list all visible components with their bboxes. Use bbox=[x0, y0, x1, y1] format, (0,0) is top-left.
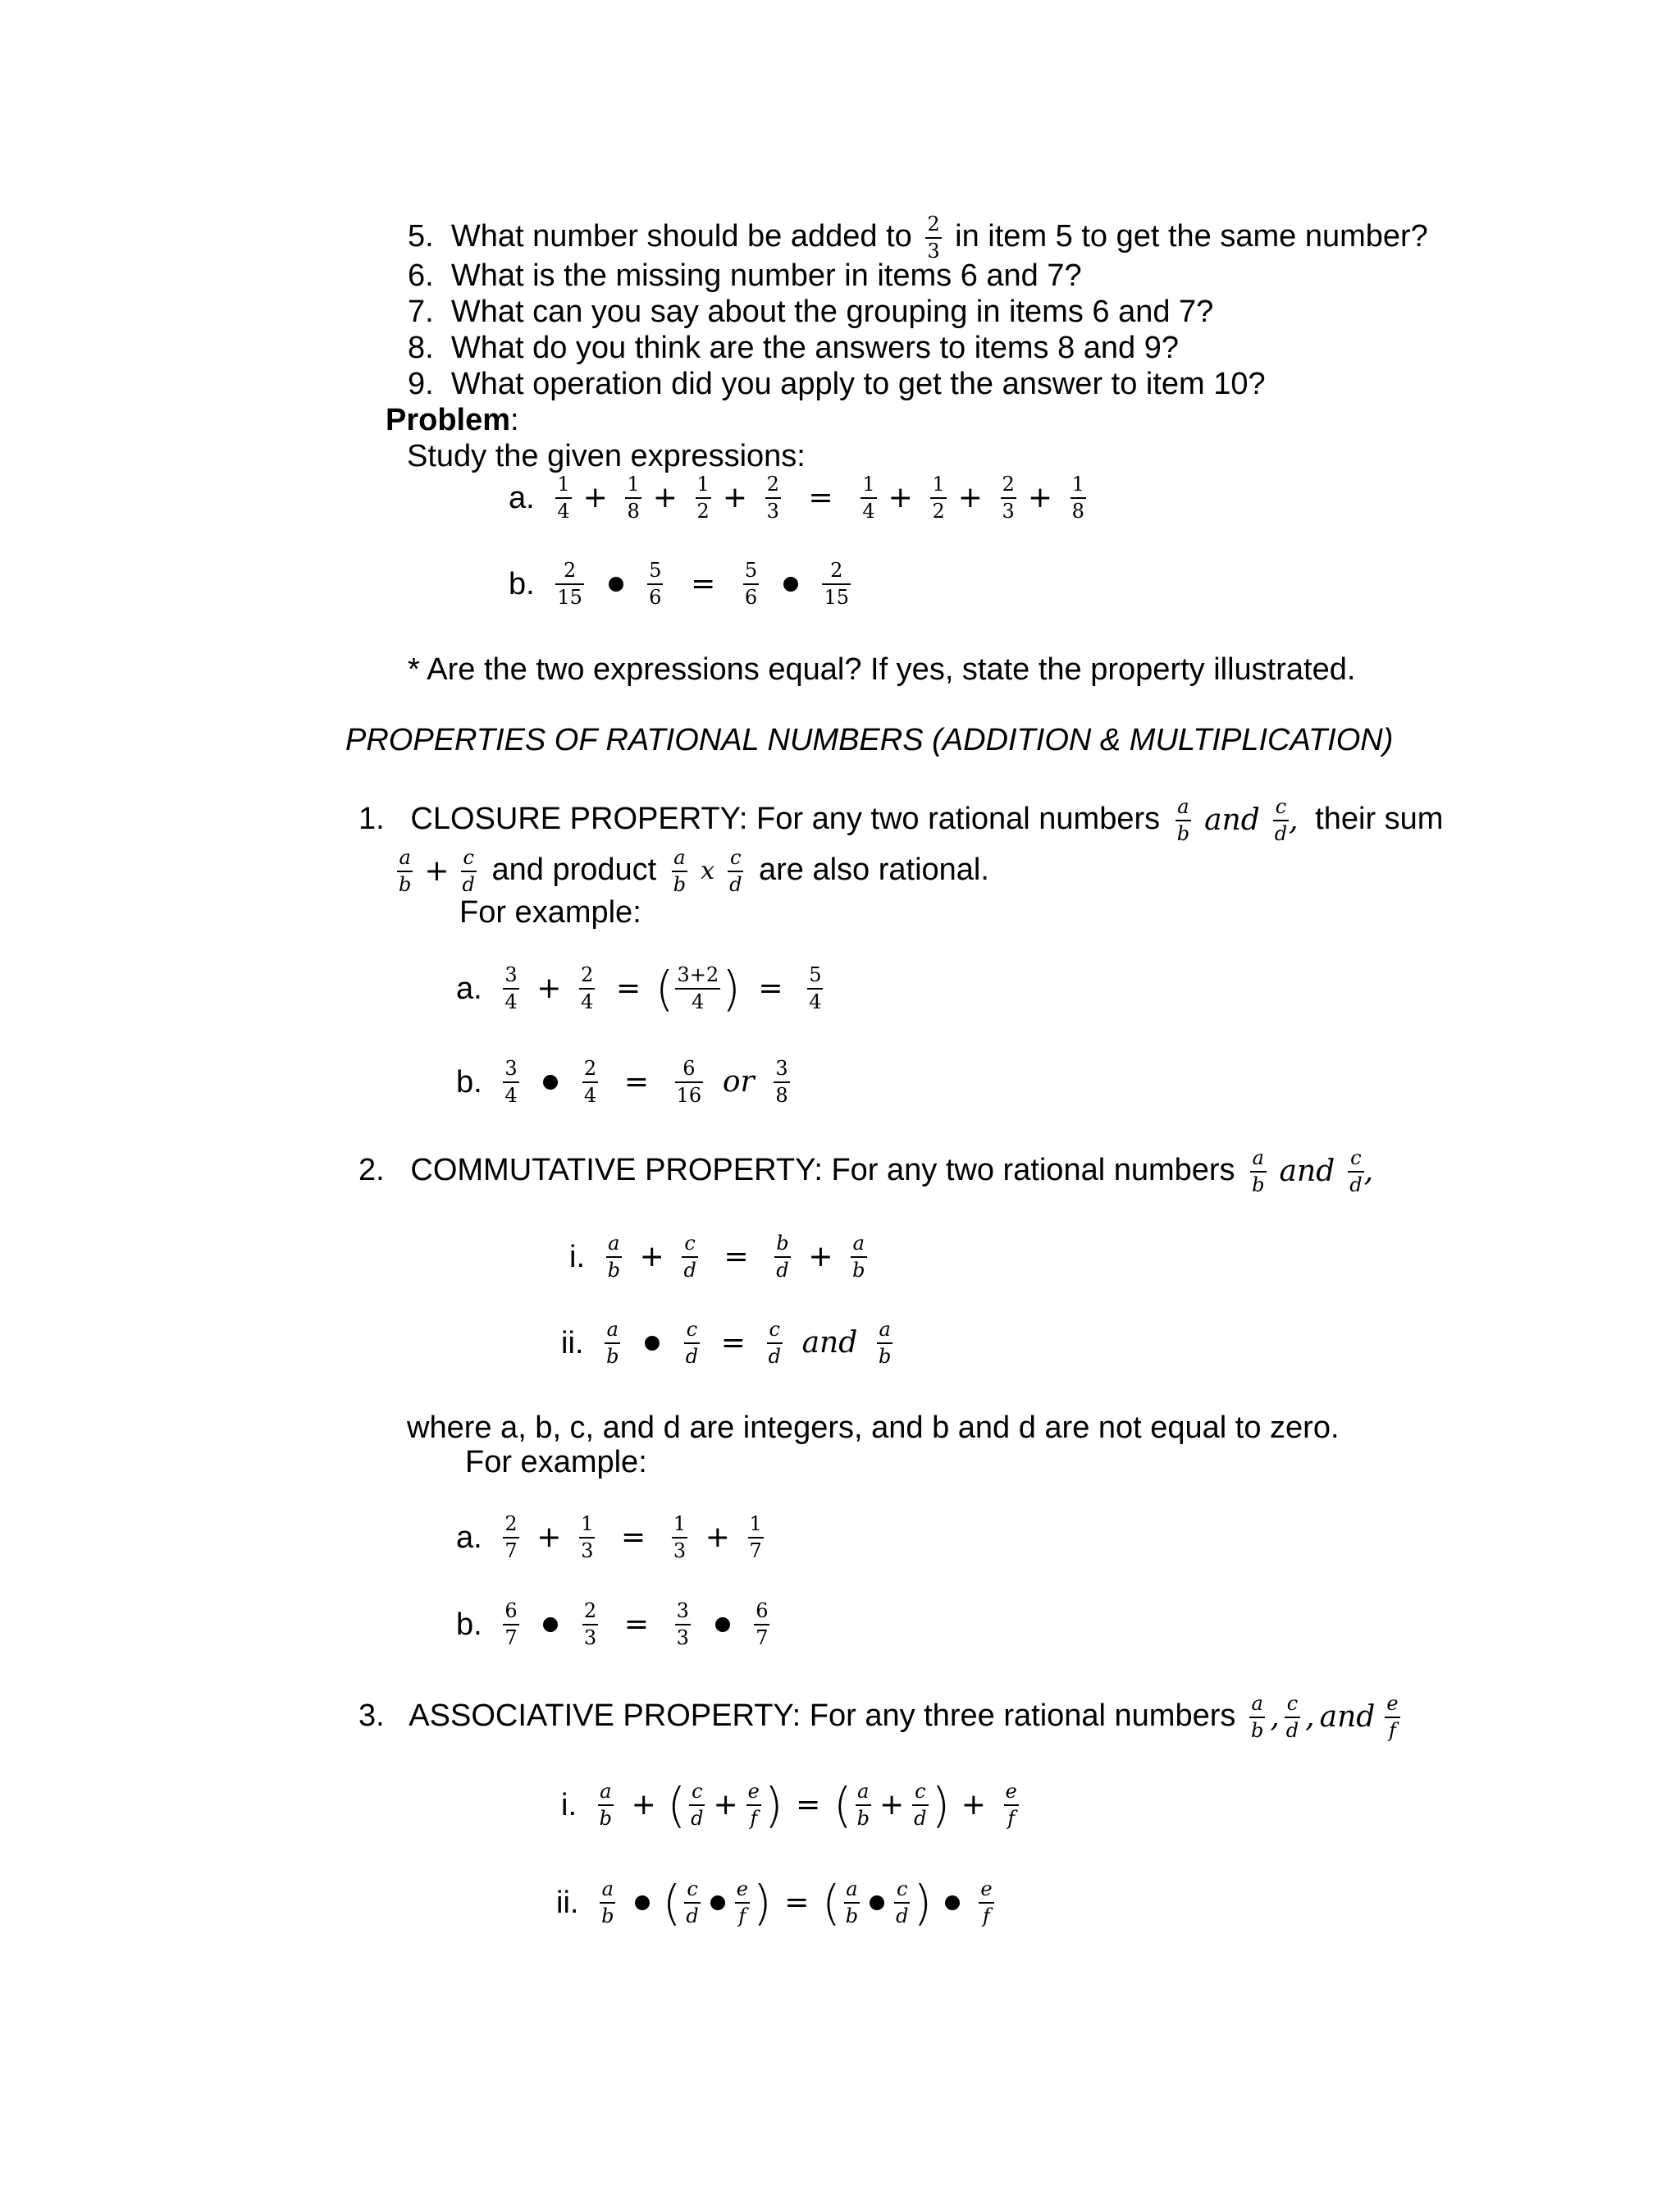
question-9 bbox=[408, 368, 1266, 400]
fraction-a-over-b: $\frac{a}{b}$ bbox=[399, 846, 412, 897]
associative-text: ASSOCIATIVE PROPERTY: For any three rational numbers bbox=[409, 1699, 1236, 1734]
equals-sign: = bbox=[623, 1607, 649, 1642]
left-paren: ( bbox=[662, 1875, 682, 1932]
question-text: What number should be added to bbox=[450, 219, 912, 254]
fraction-c-over-d: $\frac{c}{d}$ bbox=[729, 846, 742, 897]
plus-sign: + bbox=[713, 1788, 738, 1822]
fraction: $\frac{1}{8}$ bbox=[627, 473, 640, 523]
commutative-rule-ii bbox=[561, 1319, 899, 1367]
question-number: 7. bbox=[408, 295, 434, 329]
multiplication-dot bbox=[543, 1617, 558, 1632]
fraction: $\frac{3+2}{4}$ bbox=[677, 963, 719, 1014]
commutative-where: where a, b, c, and d are integers, and b and d are not equal to zero. bbox=[407, 1410, 1340, 1445]
question-number: 9. bbox=[408, 367, 434, 401]
right-paren: ) bbox=[722, 961, 741, 1017]
item-label: ii. bbox=[561, 1326, 584, 1361]
and-word: and bbox=[801, 1326, 858, 1360]
fraction-a-over-b: $\frac{a}{b}$ bbox=[601, 1877, 614, 1928]
item-label: a. bbox=[456, 1520, 482, 1556]
fraction-e-over-f: $\frac{e}{f}$ bbox=[980, 1877, 993, 1928]
multiplication-dot bbox=[870, 1895, 884, 1910]
left-paren: ( bbox=[833, 1777, 852, 1834]
fraction: $\frac{1}{7}$ bbox=[749, 1512, 762, 1563]
item-label: ii. bbox=[556, 1886, 579, 1921]
fraction: $\frac{3}{4}$ bbox=[504, 1057, 518, 1108]
fraction: $\frac{6}{7}$ bbox=[756, 1599, 769, 1650]
fraction-a-over-b: $\frac{a}{b}$ bbox=[1250, 1692, 1264, 1743]
fraction: $\frac{3}{3}$ bbox=[676, 1599, 689, 1650]
question-text: What is the missing number in items 6 and 7? bbox=[450, 258, 1082, 293]
fraction-c-over-d: $\frac{c}{d}$ bbox=[768, 1318, 781, 1369]
question-number: 5. bbox=[408, 219, 434, 254]
item-label: a. bbox=[509, 481, 535, 516]
fraction-c-over-d: $\frac{c}{d}$ bbox=[685, 1318, 699, 1369]
problem-question: * Are the two expressions equal? If yes, state the property illustrated. bbox=[408, 652, 1356, 687]
fraction: $\frac{1}{4}$ bbox=[862, 473, 875, 523]
left-paren: ( bbox=[655, 961, 674, 1017]
multiplication-dot bbox=[635, 1895, 650, 1910]
left-paren: ( bbox=[667, 1777, 687, 1834]
fraction: $\frac{2}{15}$ bbox=[824, 559, 850, 610]
fraction-a-over-b: $\frac{a}{b}$ bbox=[599, 1780, 613, 1831]
problem-colon: : bbox=[510, 403, 519, 437]
question-7 bbox=[408, 296, 1213, 327]
plus-sign: + bbox=[879, 1788, 905, 1822]
problem-expression-b bbox=[509, 560, 857, 608]
fraction: $\frac{2}{3}$ bbox=[583, 1599, 597, 1650]
plus-sign: + bbox=[639, 1240, 664, 1274]
equals-sign: = bbox=[784, 1886, 810, 1920]
multiplication-dot bbox=[645, 1336, 660, 1351]
fraction-c-over-d: $\frac{c}{d}$ bbox=[914, 1780, 927, 1831]
question-text: in item 5 to get the same number? bbox=[955, 219, 1428, 254]
problem-intro: Study the given expressions: bbox=[407, 439, 806, 473]
fraction: $\frac{2}{7}$ bbox=[504, 1512, 518, 1563]
comma: , bbox=[1270, 1700, 1280, 1735]
fraction: $\frac{3}{4}$ bbox=[504, 963, 518, 1014]
right-paren: ) bbox=[752, 1875, 772, 1932]
equals-sign: = bbox=[621, 1520, 646, 1555]
and-word: and bbox=[1279, 1154, 1335, 1189]
item-label: b. bbox=[509, 567, 535, 602]
multiplication-dot bbox=[543, 1075, 558, 1090]
closure-example-b bbox=[456, 1058, 797, 1106]
their-sum-text: their sum bbox=[1315, 802, 1444, 837]
associative-property-heading bbox=[358, 1694, 1407, 1741]
section-title: PROPERTIES OF RATIONAL NUMBERS (ADDITION & MULTIPLICATION) bbox=[345, 723, 1394, 757]
item-number: 2. bbox=[358, 1153, 385, 1188]
comma: , bbox=[1363, 1154, 1374, 1189]
item-label: a. bbox=[456, 972, 482, 1007]
fraction-c-over-d: $\frac{c}{d}$ bbox=[686, 1877, 699, 1928]
multiplication-dot bbox=[715, 1617, 730, 1632]
fraction: $\frac{1}{3}$ bbox=[673, 1512, 687, 1563]
plus-sign: + bbox=[652, 481, 678, 515]
plus-sign: + bbox=[957, 481, 983, 515]
fraction: $\frac{5}{4}$ bbox=[809, 963, 822, 1014]
plus-sign: + bbox=[424, 854, 450, 889]
left-paren: ( bbox=[822, 1875, 841, 1932]
plus-sign: + bbox=[888, 481, 913, 515]
fraction: $\frac{6}{16}$ bbox=[676, 1057, 702, 1108]
multiplication-dot bbox=[945, 1895, 960, 1910]
item-label: i. bbox=[569, 1240, 585, 1275]
fraction: $\frac{5}{6}$ bbox=[649, 559, 662, 610]
item-number: 3. bbox=[358, 1699, 385, 1734]
fraction: $\frac{3}{8}$ bbox=[775, 1057, 788, 1108]
problem-heading bbox=[386, 405, 519, 436]
fraction-e-over-f: $\frac{e}{f}$ bbox=[1386, 1692, 1399, 1743]
equals-sign: = bbox=[808, 481, 833, 515]
fraction-a-over-b: $\frac{a}{b}$ bbox=[856, 1780, 870, 1831]
closure-sum-product bbox=[397, 848, 989, 895]
plus-sign: + bbox=[631, 1788, 656, 1822]
and-word: and bbox=[1319, 1700, 1376, 1735]
question-5 bbox=[408, 214, 1428, 262]
question-text: What do you think are the answers to items 8 and 9? bbox=[450, 331, 1179, 365]
associative-rule-ii bbox=[556, 1875, 1001, 1932]
fraction: $\frac{1}{3}$ bbox=[581, 1512, 594, 1563]
closure-for-example: For example: bbox=[459, 895, 641, 930]
right-paren: ) bbox=[913, 1875, 933, 1932]
fraction: $\frac{1}{2}$ bbox=[932, 473, 945, 523]
fraction: $\frac{2}{4}$ bbox=[583, 1057, 597, 1108]
plus-sign: + bbox=[536, 1520, 562, 1555]
plus-sign: + bbox=[705, 1520, 730, 1555]
right-paren: ) bbox=[931, 1777, 951, 1834]
closure-property-heading bbox=[358, 797, 1443, 844]
fraction-a-over-b: $\frac{a}{b}$ bbox=[606, 1318, 619, 1369]
equals-sign: = bbox=[616, 972, 641, 1006]
commutative-for-example: For example: bbox=[465, 1445, 647, 1479]
also-rational-text: are also rational. bbox=[759, 853, 989, 888]
plus-sign: + bbox=[536, 972, 562, 1006]
fraction: $\frac{1}{4}$ bbox=[557, 473, 570, 523]
right-paren: ) bbox=[764, 1777, 783, 1834]
problem-expression-a bbox=[509, 474, 1093, 522]
associative-rule-i bbox=[561, 1777, 1025, 1834]
closure-example-a bbox=[456, 961, 829, 1017]
multiplication-dot bbox=[783, 577, 798, 592]
question-number: 6. bbox=[408, 258, 434, 293]
fraction-c-over-d: $\frac{c}{d}$ bbox=[1274, 795, 1288, 846]
fraction-e-over-f: $\frac{e}{f}$ bbox=[747, 1780, 760, 1831]
times-x: x bbox=[701, 857, 715, 886]
comma: , bbox=[1289, 803, 1299, 838]
plus-sign: + bbox=[722, 481, 747, 515]
fraction-c-over-d: $\frac{c}{d}$ bbox=[683, 1232, 696, 1282]
fraction: $\frac{2}{4}$ bbox=[581, 963, 594, 1014]
fraction-a-over-b: $\frac{a}{b}$ bbox=[607, 1232, 621, 1282]
item-label: b. bbox=[456, 1607, 482, 1643]
closure-text: CLOSURE PROPERTY: For any two rational numbers bbox=[410, 802, 1161, 837]
fraction-c-over-d: $\frac{c}{d}$ bbox=[896, 1877, 909, 1928]
question-6 bbox=[408, 260, 1082, 291]
equals-sign: = bbox=[796, 1788, 821, 1822]
plus-sign: + bbox=[808, 1240, 833, 1274]
fraction: $\frac{2}{3}$ bbox=[1002, 473, 1015, 523]
comma: , bbox=[1305, 1700, 1315, 1735]
question-8 bbox=[408, 332, 1179, 363]
fraction: $\frac{5}{6}$ bbox=[744, 559, 758, 610]
plus-sign: + bbox=[961, 1788, 986, 1822]
problem-label: Problem bbox=[386, 403, 511, 437]
and-product-text: and product bbox=[491, 853, 657, 888]
commutative-text: COMMUTATIVE PROPERTY: For any two rational numbers bbox=[410, 1153, 1235, 1188]
fraction-c-over-d: $\frac{c}{d}$ bbox=[462, 846, 475, 897]
item-number: 1. bbox=[358, 802, 385, 837]
plus-sign: + bbox=[582, 481, 608, 515]
commutative-property-heading bbox=[358, 1148, 1380, 1196]
question-text: What can you say about the grouping in items 6 and 7? bbox=[450, 295, 1214, 329]
multiplication-dot bbox=[609, 577, 623, 592]
fraction-e-over-f: $\frac{e}{f}$ bbox=[736, 1877, 748, 1928]
question-number: 8. bbox=[408, 331, 434, 365]
and-word: and bbox=[1204, 803, 1260, 838]
fraction: $\frac{2}{15}$ bbox=[557, 559, 582, 610]
commutative-example-a bbox=[456, 1514, 770, 1561]
equals-sign: = bbox=[691, 567, 716, 601]
fraction-c-over-d: $\frac{c}{d}$ bbox=[1349, 1146, 1363, 1197]
item-label: i. bbox=[561, 1788, 577, 1823]
equals-sign: = bbox=[720, 1326, 746, 1360]
equals-sign: = bbox=[623, 1065, 649, 1100]
equals-sign: = bbox=[724, 1240, 749, 1274]
fraction: $\frac{2}{3}$ bbox=[927, 213, 940, 263]
fraction-a-over-b: $\frac{a}{b}$ bbox=[1176, 795, 1190, 846]
fraction-a-over-b: $\frac{a}{b}$ bbox=[845, 1877, 859, 1928]
fraction-a-over-b: $\frac{a}{b}$ bbox=[878, 1318, 892, 1369]
multiplication-dot bbox=[710, 1895, 725, 1910]
plus-sign: + bbox=[1027, 481, 1052, 515]
equals-sign: = bbox=[758, 972, 783, 1006]
fraction-c-over-d: $\frac{c}{d}$ bbox=[1285, 1692, 1299, 1743]
fraction-e-over-f: $\frac{e}{f}$ bbox=[1005, 1780, 1017, 1831]
question-text: What operation did you apply to get the answer to item 10? bbox=[450, 367, 1266, 401]
commutative-example-b bbox=[456, 1601, 776, 1648]
fraction-a-over-b: $\frac{a}{b}$ bbox=[1252, 1146, 1265, 1197]
fraction-a-over-b: $\frac{a}{b}$ bbox=[673, 846, 687, 897]
fraction-b-over-d: $\frac{b}{d}$ bbox=[776, 1232, 789, 1282]
fraction: $\frac{1}{8}$ bbox=[1071, 473, 1084, 523]
fraction: $\frac{2}{3}$ bbox=[766, 473, 779, 523]
fraction: $\frac{6}{7}$ bbox=[504, 1599, 518, 1650]
fraction-c-over-d: $\frac{c}{d}$ bbox=[691, 1780, 704, 1831]
commutative-rule-i bbox=[569, 1233, 874, 1281]
fraction: $\frac{1}{2}$ bbox=[696, 473, 710, 523]
or-word: or bbox=[722, 1065, 755, 1100]
item-label: b. bbox=[456, 1065, 482, 1100]
fraction-a-over-b: $\frac{a}{b}$ bbox=[852, 1232, 865, 1282]
